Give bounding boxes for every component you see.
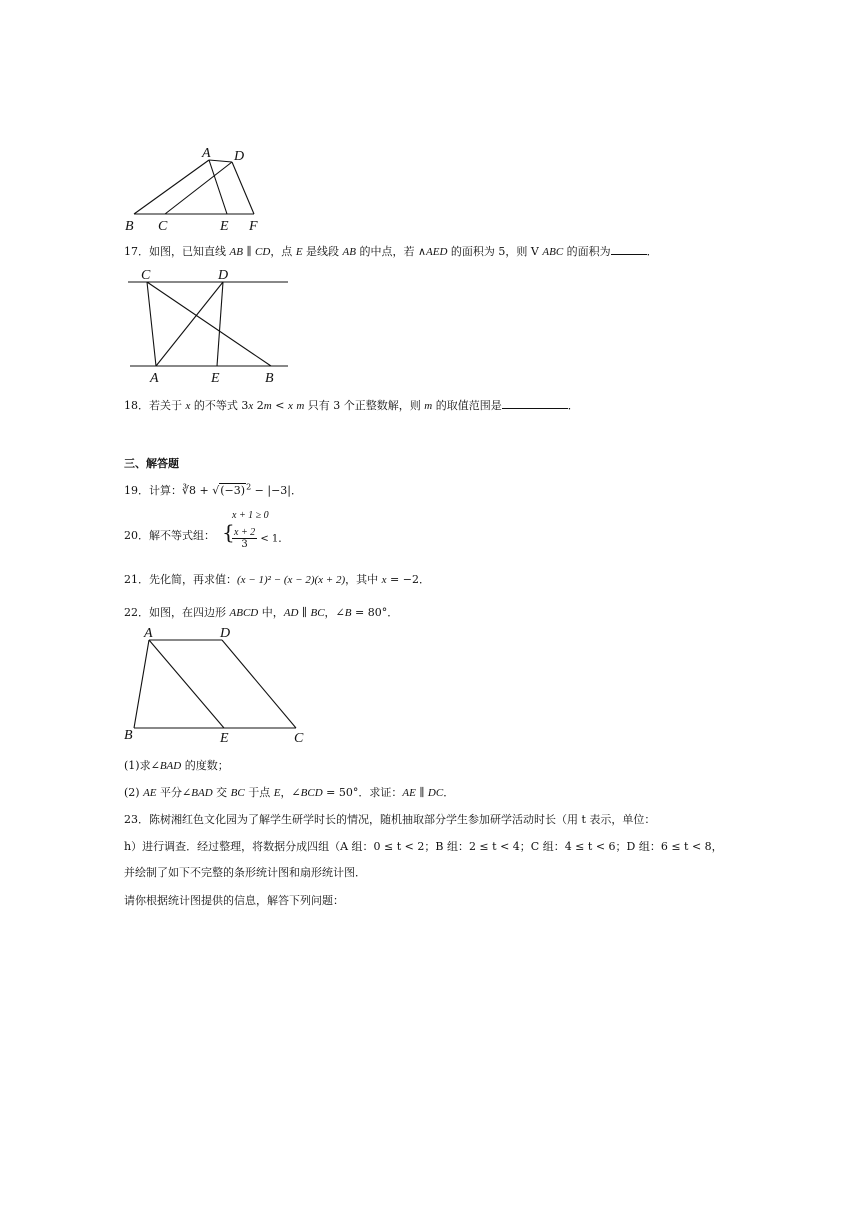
question-18 — [124, 397, 579, 413]
q22-part-2-b: 交 — [212, 786, 231, 799]
q17-ab: AB — [229, 246, 243, 258]
q18-text-4: < — [271, 399, 288, 412]
q22-bad-2: BAD — [191, 787, 213, 799]
q18-number: 18． — [124, 399, 149, 412]
segment-ae — [149, 640, 224, 728]
q23-text-1: 陈树湘红色文化园为了解学生研学时长的情况，随机抽取部分学生参加研学活动时长（用 t 表示，单位： — [149, 813, 656, 826]
q19-abs: |−3| — [267, 484, 292, 497]
q17-e: E — [295, 246, 303, 258]
q22-ae: AE — [143, 787, 157, 799]
segment-dc — [222, 640, 296, 728]
q17-ab-2: AB — [342, 246, 356, 258]
label-a: A — [144, 626, 153, 641]
segment-df — [232, 162, 254, 214]
q17-aed: AED — [426, 246, 448, 258]
q18-text-3: 2 — [253, 399, 264, 412]
q21-number: 21． — [124, 573, 149, 586]
q17-cd: CD — [255, 246, 271, 258]
q18-end: ． — [567, 399, 579, 412]
q22-part-1-end: 的度数； — [181, 759, 229, 772]
q17-text-3: 是线段 — [302, 245, 343, 258]
label-f: F — [249, 219, 258, 234]
q22-ae-2: AE — [402, 787, 416, 799]
label-d: D — [220, 626, 231, 641]
q22-part-2-d: ，∠ — [280, 786, 301, 799]
q17-parallel: ∥ — [242, 245, 256, 258]
segment-ab — [134, 640, 149, 728]
q20-row-2 — [232, 527, 289, 550]
q17-text-5: 的面积为 5，则 V — [447, 245, 543, 258]
q17-number: 17． — [124, 245, 149, 258]
q22-part-2-f: ∥ — [415, 786, 428, 799]
figure-q17 — [120, 265, 295, 387]
q18-answer-blank — [502, 398, 568, 409]
question-23-line-3: 并绘制了如下不完整的条形统计图和扇形统计图． — [124, 866, 366, 879]
q19-cbrt: ∛8 — [182, 484, 197, 497]
q22-text-4: = 80°． — [351, 606, 399, 619]
q18-x-3: x — [287, 400, 293, 412]
label-c: C — [294, 731, 304, 746]
q17-text-2: ，点 — [270, 245, 296, 258]
q22-part-2-number: (2) — [124, 786, 144, 799]
question-23-line-2: h）进行调查．经过整理，将数据分成四组（A 组：0 ≤ t < 2；B 组：2 ≤ t < 4；C 组：4 ≤ t < 6；D 组：6 ≤ t < 8， — [124, 840, 723, 853]
q18-text-2: 的不等式 3 — [190, 399, 249, 412]
q19-number: 19． — [124, 484, 149, 497]
q20-fraction-numerator: x + 2 — [234, 527, 256, 538]
q18-x-2: x — [248, 400, 254, 412]
label-c: C — [141, 268, 151, 283]
q17-text-6: 的面积为 — [563, 245, 611, 258]
q21-text-1: 先化简，再求值： — [149, 573, 237, 586]
segment-ca — [147, 282, 156, 366]
q22-b: B — [344, 607, 352, 619]
label-e: E — [211, 371, 220, 386]
label-e: E — [220, 219, 229, 234]
segment-ba — [134, 160, 209, 214]
question-22 — [124, 604, 398, 620]
q22-e: E — [273, 787, 281, 799]
q21-expression: (x − 1)² − (x − 2)(x + 2) — [237, 574, 346, 586]
q22-bc: BC — [310, 607, 325, 619]
q22-abcd: ABCD — [229, 607, 259, 619]
label-a: A — [150, 371, 159, 386]
label-c: C — [158, 219, 168, 234]
q18-x: x — [185, 400, 191, 412]
label-d: D — [234, 149, 245, 164]
q17-text-1: 如图，已知直线 — [149, 245, 230, 258]
q20-row-1: x + 1 ≥ 0 — [232, 510, 269, 521]
q19-sqrt: $√(-3)^2$ — [212, 482, 252, 497]
label-b: B — [125, 219, 134, 234]
section-heading: 三、解答题 — [124, 457, 179, 470]
q18-m-3: m — [424, 400, 433, 412]
q23-number: 23． — [124, 813, 149, 826]
q22-bcd: BCD — [300, 787, 323, 799]
q19-sqrt-radicand: (−3) — [220, 484, 246, 497]
q19-plus: + — [196, 484, 213, 497]
q17-abc: ABC — [542, 246, 564, 258]
q20-number: 20． — [124, 529, 149, 542]
q20-lt: < 1 — [257, 533, 279, 545]
q22-part-2-a: 平分∠ — [156, 786, 192, 799]
q22-part-2-c: 于点 — [244, 786, 274, 799]
q22-bad: BAD — [159, 760, 182, 772]
q20-fraction-denominator: 3 — [241, 539, 248, 550]
q18-text-7: 的取值范围是 — [432, 399, 502, 412]
q22-bc-2: BC — [230, 787, 245, 799]
q22-text-1: 如图，在四边形 — [149, 606, 230, 619]
q22-text-3: ，∠ — [324, 606, 345, 619]
question-23-line-1 — [124, 811, 655, 827]
q22-text-2: 中， — [258, 606, 284, 619]
question-19 — [124, 482, 302, 498]
q22-part-2-g: ． — [443, 786, 455, 799]
q19-minus: − — [251, 484, 268, 497]
q22-part-1 — [124, 757, 229, 773]
q17-end: ． — [646, 245, 658, 258]
q21-text-3: = −2． — [386, 573, 430, 586]
q22-number: 22． — [124, 606, 149, 619]
question-21 — [124, 571, 430, 587]
q22-dc: DC — [427, 787, 444, 799]
segment-cd — [165, 162, 232, 214]
question-20-label — [124, 527, 215, 543]
question-17 — [124, 243, 658, 259]
q20-fraction — [232, 527, 257, 550]
q18-text-1: 若关于 — [149, 399, 186, 412]
question-23-line-4: 请你根据统计图提供的信息，解答下列问题： — [124, 894, 344, 907]
label-b: B — [265, 371, 274, 386]
label-e: E — [220, 731, 229, 746]
q20-brace: { — [222, 520, 235, 544]
q20-end: ． — [278, 531, 290, 545]
figure-trapezoid-abdf — [120, 142, 270, 234]
q21-x: x — [381, 574, 387, 586]
q22-ad: AD — [283, 607, 299, 619]
segment-de — [217, 282, 223, 366]
q18-m-2: m — [296, 400, 305, 412]
q19-sqrt-exponent: 2 — [246, 482, 252, 492]
q20-text: 解不等式组： — [149, 529, 215, 542]
label-d: D — [218, 268, 229, 283]
q19-end: ． — [291, 484, 303, 497]
q22-parallel: ∥ — [298, 606, 311, 619]
q22-part-2 — [124, 784, 454, 800]
segment-ad — [209, 160, 232, 162]
q18-text-6: 只有 3 个正整数解，则 — [304, 399, 425, 412]
q22-part-1-text: (1)求∠ — [124, 759, 160, 772]
figure-q22 — [118, 622, 313, 750]
q18-m: m — [263, 400, 272, 412]
q21-text-2: ，其中 — [345, 573, 382, 586]
q19-text: 计算： — [149, 484, 182, 497]
label-a: A — [202, 146, 211, 161]
label-b: B — [124, 728, 133, 743]
q17-answer-blank — [611, 244, 647, 255]
q17-text-4: 的中点，若 ∧ — [356, 245, 427, 258]
q22-part-2-e: = 50°．求证： — [322, 786, 403, 799]
